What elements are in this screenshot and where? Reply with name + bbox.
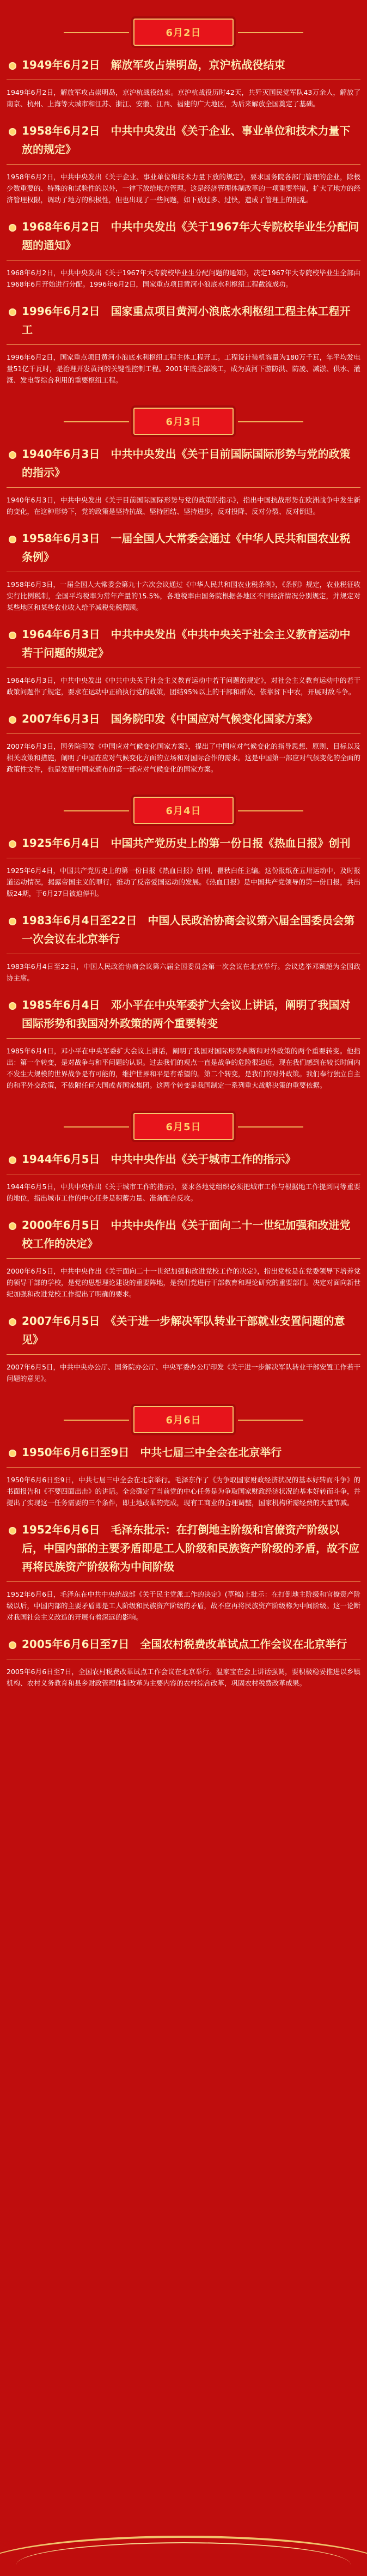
event-title: 1996年6月2日 国家重点项目黄河小浪底水利枢纽工程主体工程开工: [7, 302, 360, 339]
date-header-0603: [0, 408, 367, 435]
event-title: 1950年6月6日至9日 中共七届三中全会在北京举行: [7, 1443, 360, 1462]
event-body: 1958年6月3日，一届全国人大常委会第九十六次会议通过《中华人民共和国农业税条例》，《条例》规定，农业税征收实行比例税制，全国平均税率为常年产量的15.5%，各地税率由国务院根据各地区不同经济情况分别规定，并规定对某些地区和某些农业收入给予减税免税照顾。: [7, 580, 360, 611]
event-title: 1958年6月2日 中共中央发出《关于企业、事业单位和技术力量下放的规定》: [7, 122, 360, 159]
divider: [7, 344, 360, 345]
event-body: 1985年6月4日，邓小平在中央军委扩大会议上讲话，阐明了我国对国际形势判断和对外政策的两个重要转变。他指出：第一个转变，是对战争与和平问题的认识。过去我们的观点一直是战争的危险很迫近，现在我们感到在较长时间内不发生大规模的世界战争是有可能的，维护世界和平是有希望的。第二个转变，是我们的对外政策。我们奉行独立自主的和平外交政策，不依附任何大国或者国家集团。这两个转变是我国制定一系列重大战略决策的重要依据。: [7, 1047, 361, 1089]
event-item: [7, 445, 360, 517]
date-badge: [133, 797, 234, 824]
event-item: [7, 1635, 360, 1689]
event-title: 1949年6月2日 解放军攻占崇明岛，京沪杭战役结束: [7, 56, 360, 74]
date-header-0604: [0, 797, 367, 824]
date-label: 6月4日: [166, 805, 201, 817]
section-0606: [0, 1443, 367, 1689]
divider: [7, 1258, 360, 1259]
event-item: [7, 1520, 360, 1623]
event-body: 1964年6月3日，中共中央发出《中共中央关于社会主义教育运动中若干问题的规定》，对社会主义教育运动中的若干政策问题作了规定，要求在运动中正确执行党的政策，团结95%以上的干部和群众，依靠贫下中农，开展对敌斗争。: [7, 676, 360, 696]
section-0603: [0, 445, 367, 775]
divider: [7, 487, 360, 488]
event-title: 2007年6月3日 国务院印发《中国应对气候变化国家方案》: [7, 710, 360, 728]
top-ornament: [0, 0, 367, 19]
event-title: 1952年6月6日 毛泽东批示：在打倒地主阶级和官僚资产阶级以后，中国内部的主要矛盾即是工人阶级和民族资产阶级的矛盾，故不应再将民族资产阶级称为中间阶级: [7, 1520, 360, 1576]
divider: [7, 1581, 360, 1582]
event-title: 2007年6月5日 《关于进一步解决军队转业干部就业安置问题的意见》: [7, 1312, 360, 1349]
event-item: [7, 1443, 360, 1508]
event-title: 1968年6月2日 中共中央发出《关于1967年大专院校毕业生分配问题的通知》: [7, 217, 360, 254]
event-item: [7, 56, 360, 110]
date-badge: [133, 408, 234, 435]
event-body: 1950年6月6日至9日，中共七届三中全会在北京举行。毛泽东作了《为争取国家财政经济状况的基本好转而斗争》的书面报告和《不要四面出击》的讲话。全会确定了当前党的中心任务是为争取国家财政经济状况的基本好转而斗争，并提出了实现这一任务需要的三个条件，即土地改革的完成，现有工商业的合理调整，国家机构所需经费的大量节减。: [7, 1476, 361, 1507]
event-body: 1958年6月2日，中共中央发出《关于企业、事业单位和技术力量下放的规定》，要求国务院各部门管理的企业，除极少数重要的、特殊的和试验性的以外，一律下放给地方管理。这是经济管理体制改革的一项重要举措，扩大了地方的经济管理权限，调动了地方的积极性，但也出现了一些问题，如下放过多、过快，造成了管理上的混乱。: [7, 173, 361, 204]
event-item: [7, 122, 360, 205]
event-item: [7, 834, 360, 899]
event-item: [7, 1150, 360, 1204]
event-body: 2000年6月5日，中共中央作出《关于面向二十一世纪加强和改进党校工作的决定》，指出党校是在党委领导下培养党的领导干部的学校，是党的思想理论建设的重要阵地，是我们党进行干部教育和理论研究的重要部门。决定对面向新世纪加强和改进党校工作提出了明确的要求。: [7, 1267, 361, 1298]
event-item: [7, 302, 360, 386]
divider: [7, 1038, 360, 1039]
event-body: 1952年6月6日，毛泽东在中共中央统战部《关于民主党派工作的决定》(草稿)上批示：在打倒地主阶级和官僚资产阶级以后，中国内部的主要矛盾即是工人阶级和民族资产阶级的矛盾，故不应再将民族资产阶级称为中间阶级。这一论断对我国社会主义改造的开展有着深远的影响。: [7, 1590, 361, 1621]
event-item: [7, 1216, 360, 1300]
date-badge: [133, 1113, 234, 1140]
event-body: 1968年6月2日，中共中央发出《关于1967年大专院校毕业生分配问题的通知》，决定1967年大专院校毕业生全部由1968年6月开始进行分配。1996年6月2日，国家重点项目黄河小浪底水利枢纽工程截流成功。: [7, 269, 360, 288]
event-body: 1983年6月4日至22日，中国人民政治协商会议第六届全国委员会第一次会议在北京举行。会议选举邓颖超为全国政协主席。: [7, 962, 360, 982]
divider: [7, 164, 360, 165]
event-item: [7, 996, 360, 1091]
date-label: 6月6日: [166, 1415, 201, 1426]
event-title: 1985年6月4日 邓小平在中央军委扩大会议上讲话，阐明了我国对国际形势和我国对外政策的两个重要转变: [7, 996, 360, 1033]
date-header-0606: [0, 1406, 367, 1433]
date-label: 6月2日: [166, 27, 201, 39]
date-badge: [133, 1406, 234, 1433]
date-header-0602: [0, 19, 367, 46]
event-item: [7, 529, 360, 613]
event-body: 1940年6月3日，中共中央发出《关于目前国际国际形势与党的政策的指示》，指出中国抗战形势在欧洲战争中发生新的变化，在这种形势下，党的政策是坚持抗战、坚持团结、坚持进步，反对投降、反对分裂、反对倒退。: [7, 496, 360, 516]
event-body: 2007年6月3日，国务院印发《中国应对气候变化国家方案》，提出了中国应对气候变化的指导思想、原则、目标以及相关政策和措施，阐明了中国在应对气候变化方面的立场和对国际合作的需求。这是中国第一部应对气候变化的全面的政策性文件，也是发展中国家颁布的第一部应对气候变化的国家方案。: [7, 742, 361, 773]
section-0605: [0, 1150, 367, 1384]
divider: [7, 1354, 360, 1355]
event-title: 1940年6月3日 中共中央发出《关于目前国际国际形势与党的政策的指示》: [7, 445, 360, 482]
event-item: [7, 1312, 360, 1384]
event-body: 1944年6月5日，中共中央作出《关于城市工作的指示》，要求各地党组织必须把城市工作与根据地工作提到同等重要的地位，指出城市工作的中心任务是积蓄力量、准备配合反攻。: [7, 1183, 360, 1202]
event-body: 1996年6月2日，国家重点项目黄河小浪底水利枢纽工程主体工程开工。工程设计装机容量为180万千瓦，年平均发电量51亿千瓦时，是治理开发黄河的关键性控制工程。2001年底全部竣工，成为黄河下游防洪、防凌、减淤、供水、灌溉、发电等综合利用的重要枢纽工程。: [7, 353, 360, 384]
date-badge: [133, 19, 234, 46]
event-title: 1964年6月3日 中共中央发出《中共中央关于社会主义教育运动中若干问题的规定》: [7, 625, 360, 662]
event-body: 1925年6月4日，中国共产党历史上的第一份日报《热血日报》创刊，瞿秋白任主编。这份报纸在五卅运动中，及时报道运动情况，揭露帝国主义的罪行，推动了反帝爱国运动的发展。《热血日报》是中国共产党领导的第一份日报，共出版24期，于6月27日被迫停刊。: [7, 866, 360, 898]
section-0602: [0, 56, 367, 386]
event-title: 1944年6月5日 中共中央作出《关于城市工作的指示》: [7, 1150, 360, 1168]
event-title: 2000年6月5日 中共中央作出《关于面向二十一世纪加强和改进党校工作的决定》: [7, 1216, 360, 1253]
section-0604: [0, 834, 367, 1091]
event-body: 1949年6月2日，解放军攻占崇明岛，京沪杭战役结束。京沪杭战役历时42天，共歼灭国民党军队43万余人，解放了南京、杭州、上海等大城市和江苏、浙江、安徽、江西、福建的广大地区，为后来解放全国奠定了基础。: [7, 88, 360, 108]
date-label: 6月5日: [166, 1122, 201, 1133]
divider: [7, 1467, 360, 1468]
event-item: [7, 911, 360, 984]
event-item: [7, 625, 360, 698]
bottom-ornament: [0, 2532, 367, 2576]
event-title: 1925年6月4日 中国共产党历史上的第一份日报《热血日报》创刊: [7, 834, 360, 852]
event-body: 2007年6月5日，中共中央办公厅、国务院办公厅、中央军委办公厅印发《关于进一步解决军队转业干部安置工作若干问题的意见》。: [7, 1363, 360, 1383]
event-title: 1958年6月3日 一届全国人大常委会通过《中华人民共和国农业税条例》: [7, 529, 360, 566]
date-label: 6月3日: [166, 416, 201, 428]
event-item: [7, 710, 360, 775]
date-header-0605: [0, 1113, 367, 1140]
event-title: 1983年6月4日至22日 中国人民政治协商会议第六届全国委员会第一次会议在北京举行: [7, 911, 360, 948]
event-body: 2005年6月6日至7日，全国农村税费改革试点工作会议在北京举行。温家宝在会上讲话强调，要积极稳妥推进以乡镇机构、农村义务教育和县乡财政管理体制改革为主要内容的农村综合改革，巩固农村税费改革成果。: [7, 1668, 360, 1687]
event-title: 2005年6月6日至7日 全国农村税费改革试点工作会议在北京举行: [7, 1635, 360, 1653]
event-item: [7, 217, 360, 290]
